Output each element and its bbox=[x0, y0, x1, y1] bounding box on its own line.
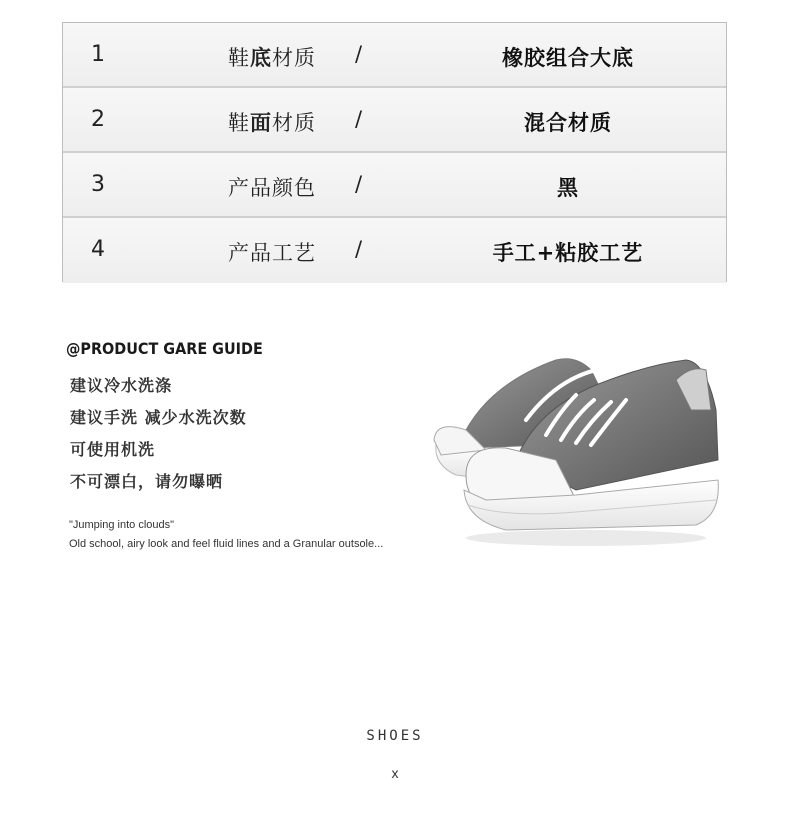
care-item: 建议冷水洗涤 bbox=[70, 376, 173, 395]
spec-row-color bbox=[63, 153, 726, 218]
close-icon[interactable]: x bbox=[391, 765, 399, 781]
brand-label: SHOES bbox=[366, 728, 424, 744]
spec-row-upper bbox=[63, 88, 726, 153]
spec-row-sole bbox=[63, 23, 726, 88]
spec-label: 鞋面材质 bbox=[228, 111, 316, 135]
spec-label: 鞋底材质 bbox=[228, 46, 316, 70]
care-item: 可使用机洗 bbox=[70, 440, 156, 459]
care-list bbox=[70, 374, 247, 502]
quote-text: "Jumping into clouds" bbox=[69, 519, 175, 531]
spec-number: 2 bbox=[91, 107, 105, 132]
spec-label: 产品工艺 bbox=[228, 241, 316, 265]
spec-value: 橡胶组合大底 bbox=[502, 46, 634, 70]
spec-label: 产品颜色 bbox=[228, 176, 316, 200]
spec-value: 混合材质 bbox=[524, 111, 612, 135]
spec-value: 黑 bbox=[557, 176, 579, 200]
care-item: 不可漂白，请勿曝晒 bbox=[70, 472, 224, 491]
spec-number: 1 bbox=[91, 42, 105, 67]
spec-slash: / bbox=[355, 172, 363, 196]
spec-slash: / bbox=[355, 42, 363, 66]
spec-table bbox=[62, 22, 727, 282]
care-guide-title: @PRODUCT GARE GUIDE bbox=[66, 339, 263, 358]
spec-slash: / bbox=[355, 237, 363, 261]
spec-slash: / bbox=[355, 107, 363, 131]
spec-row-craft bbox=[63, 218, 726, 283]
tagline-text: Old school, airy look and feel fluid lines and a Granular outsole... bbox=[69, 538, 384, 550]
sneaker-image bbox=[426, 340, 726, 555]
care-item: 建议手洗 减少水洗次数 bbox=[70, 408, 247, 427]
spec-number: 4 bbox=[91, 237, 105, 262]
spec-number: 3 bbox=[91, 172, 105, 197]
spec-value: 手工+粘胶工艺 bbox=[492, 241, 644, 265]
